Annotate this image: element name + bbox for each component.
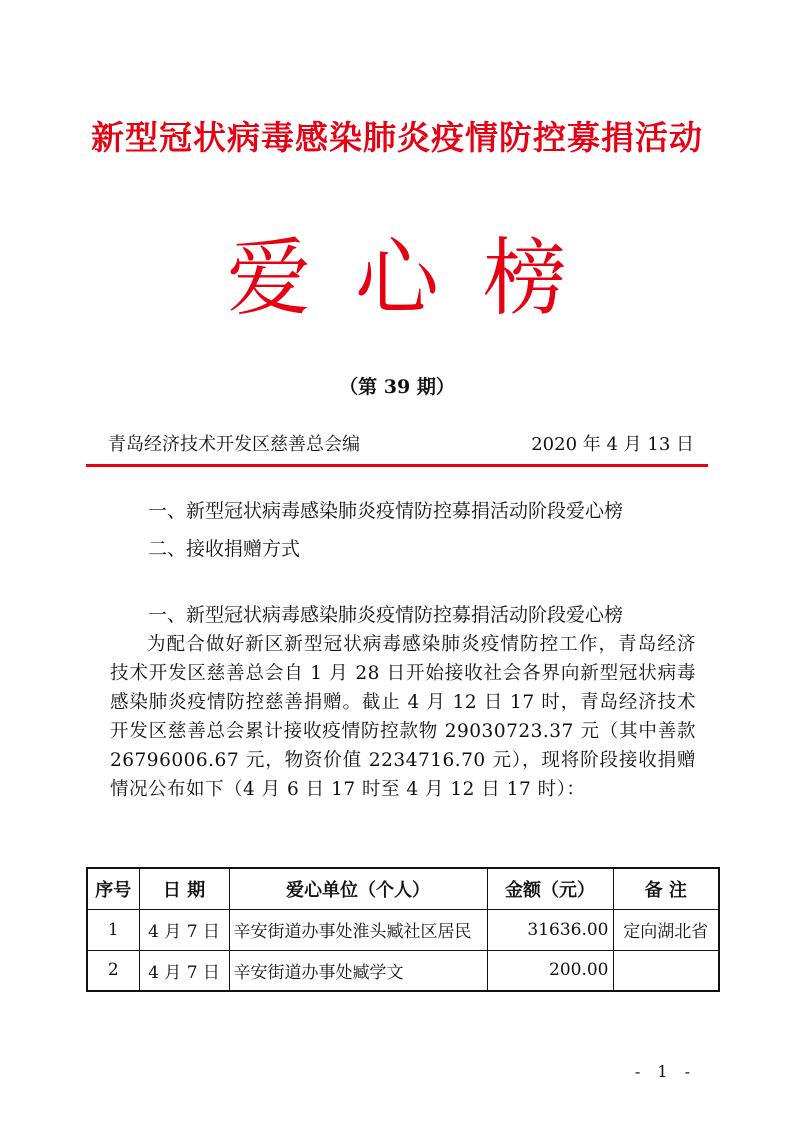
- table-row: [87, 909, 719, 950]
- section-heading: 一、新型冠状病毒感染肺炎疫情防控募捐活动阶段爱心榜: [148, 604, 624, 626]
- cell-no: 2: [87, 950, 139, 991]
- header-donor: 爱心单位（个人）: [229, 868, 487, 909]
- red-divider: [86, 464, 708, 467]
- cell-amount: 31636.00: [487, 909, 613, 950]
- section-paragraph: 为配合做好新区新型冠状病毒感染肺炎疫情防控工作，青岛经济技术开发区慈善总会自 1 月 28 日开始接收社会各界向新型冠状病毒感染肺炎疫情防控慈善捐赠。截止 4 月 12 日 17 时，青岛经济技术开发区慈善总会累计接收疫情防控款物 29030723.37 元（其中善款 26796006.67 元，物资价值 2234716.70 元），现将阶段接收捐赠情况公布如下（4 月 6 日 17 时至 4 月 12 日 17 时）：: [110, 634, 696, 800]
- toc-item-2: 二、接收捐赠方式: [148, 538, 301, 560]
- cell-donor: 辛安街道办事处淮头臧社区居民: [229, 909, 487, 950]
- cell-note: [613, 950, 719, 991]
- cell-date: 4 月 7 日: [139, 950, 229, 991]
- document-title: 新型冠状病毒感染肺炎疫情防控募捐活动: [91, 118, 703, 157]
- cell-date: 4 月 7 日: [139, 909, 229, 950]
- page-number: - 1 -: [634, 1062, 696, 1081]
- publish-date: 2020 年 4 月 13 日: [531, 434, 694, 455]
- big-title: 爱心榜: [226, 229, 611, 327]
- cell-amount: 200.00: [487, 950, 613, 991]
- cell-no: 1: [87, 909, 139, 950]
- table-row: [87, 950, 719, 991]
- issue-number: （第 39 期）: [339, 376, 455, 398]
- header-note: 备 注: [613, 868, 719, 909]
- header-no: 序号: [87, 868, 139, 909]
- publisher: 青岛经济技术开发区慈善总会编: [108, 434, 360, 455]
- donation-table: [86, 867, 720, 992]
- cell-donor: 辛安街道办事处臧学文: [229, 950, 487, 991]
- header-amount: 金额（元）: [487, 868, 613, 909]
- cell-note: 定向湖北省: [613, 909, 719, 950]
- header-date: 日 期: [139, 868, 229, 909]
- table-header-row: [87, 868, 719, 909]
- toc-item-1: 一、新型冠状病毒感染肺炎疫情防控募捐活动阶段爱心榜: [148, 500, 624, 522]
